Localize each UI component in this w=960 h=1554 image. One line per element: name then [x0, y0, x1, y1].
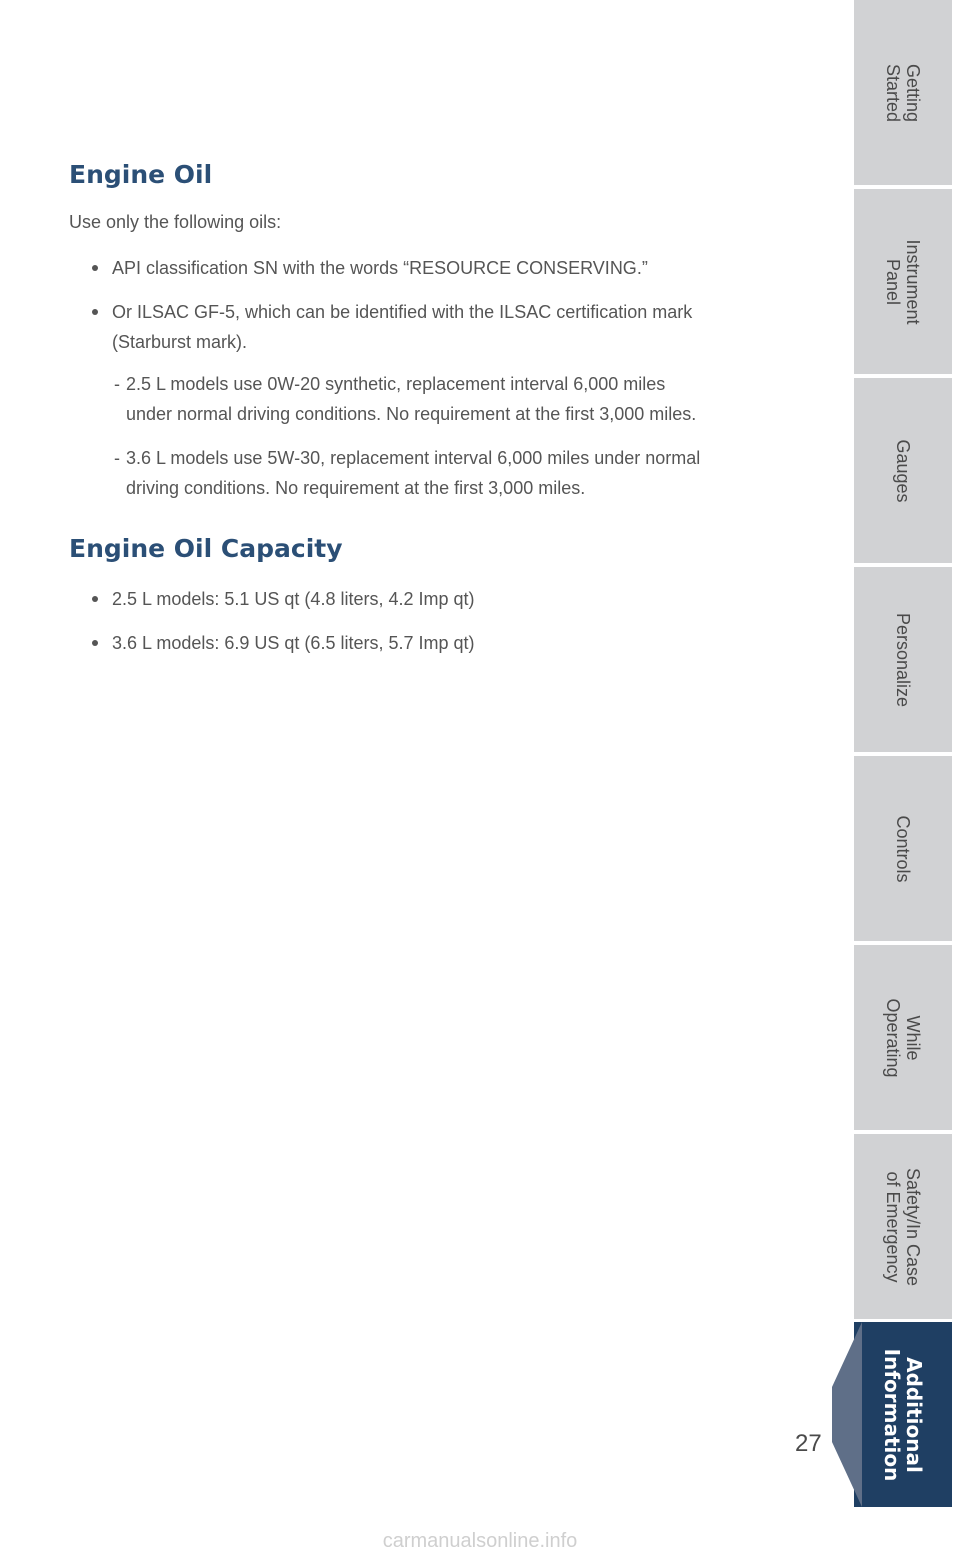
capacity-25: 2.5 L models: 5.1 US qt (4.8 liters, 4.2 Imp qt): [112, 589, 475, 609]
bullet-icon: [92, 309, 98, 315]
tab-label: Safety/In Case of Emergency: [883, 1167, 923, 1286]
chapter-tabs: [854, 0, 960, 1554]
oil-bullet-api: API classification SN with the words “RESOURCE CONSERVING.”: [112, 258, 648, 278]
watermark: carmanualsonline.info: [382, 1530, 578, 1552]
intro-text: Use only the following oils:: [69, 212, 282, 232]
sub-item-36-line1: 3.6 L models use 5W-30, replacement interval 6,000 miles under normal: [126, 448, 701, 468]
tab-label: Personalize: [893, 612, 913, 707]
active-tab-wedge-icon: [832, 1322, 862, 1507]
capacity-36: 3.6 L models: 6.9 US qt (6.5 liters, 5.7 Imp qt): [112, 633, 475, 653]
tab-label: Getting Started: [883, 63, 923, 122]
tab-label: Instrument Panel: [883, 238, 923, 325]
bullet-icon: [92, 640, 98, 646]
tab-label: Additional Information: [880, 1348, 926, 1481]
tab-additional-information[interactable]: [854, 1322, 952, 1507]
tab-controls[interactable]: [854, 756, 952, 941]
dash-icon: -: [114, 448, 120, 468]
tab-personalize[interactable]: [854, 567, 952, 752]
dash-icon: -: [114, 374, 120, 394]
tab-label: While Operating: [883, 997, 923, 1078]
tab-safety-emergency[interactable]: [854, 1134, 952, 1319]
oil-bullet-ilsac-line1: Or ILSAC GF-5, which can be identified with the ILSAC certification mark: [112, 302, 693, 322]
engine-oil-heading: Engine Oil: [69, 160, 213, 189]
bullet-icon: [92, 265, 98, 271]
tab-getting-started[interactable]: [854, 0, 952, 185]
tab-instrument-panel[interactable]: [854, 189, 952, 374]
tab-label: Controls: [893, 814, 913, 883]
tab-while-operating[interactable]: [854, 945, 952, 1130]
tab-gauges[interactable]: [854, 378, 952, 563]
sub-item-25-line2: under normal driving conditions. No requirement at the first 3,000 miles.: [126, 404, 697, 424]
sub-item-36-line2: driving conditions. No requirement at the first 3,000 miles.: [126, 478, 586, 498]
tab-label: Gauges: [893, 438, 913, 503]
engine-oil-capacity-heading: Engine Oil Capacity: [69, 534, 343, 563]
page-number: 27: [795, 1430, 822, 1457]
bullet-icon: [92, 596, 98, 602]
sub-item-25-line1: 2.5 L models use 0W-20 synthetic, replacement interval 6,000 miles: [126, 374, 666, 394]
oil-bullet-ilsac-line2: (Starburst mark).: [112, 332, 248, 352]
